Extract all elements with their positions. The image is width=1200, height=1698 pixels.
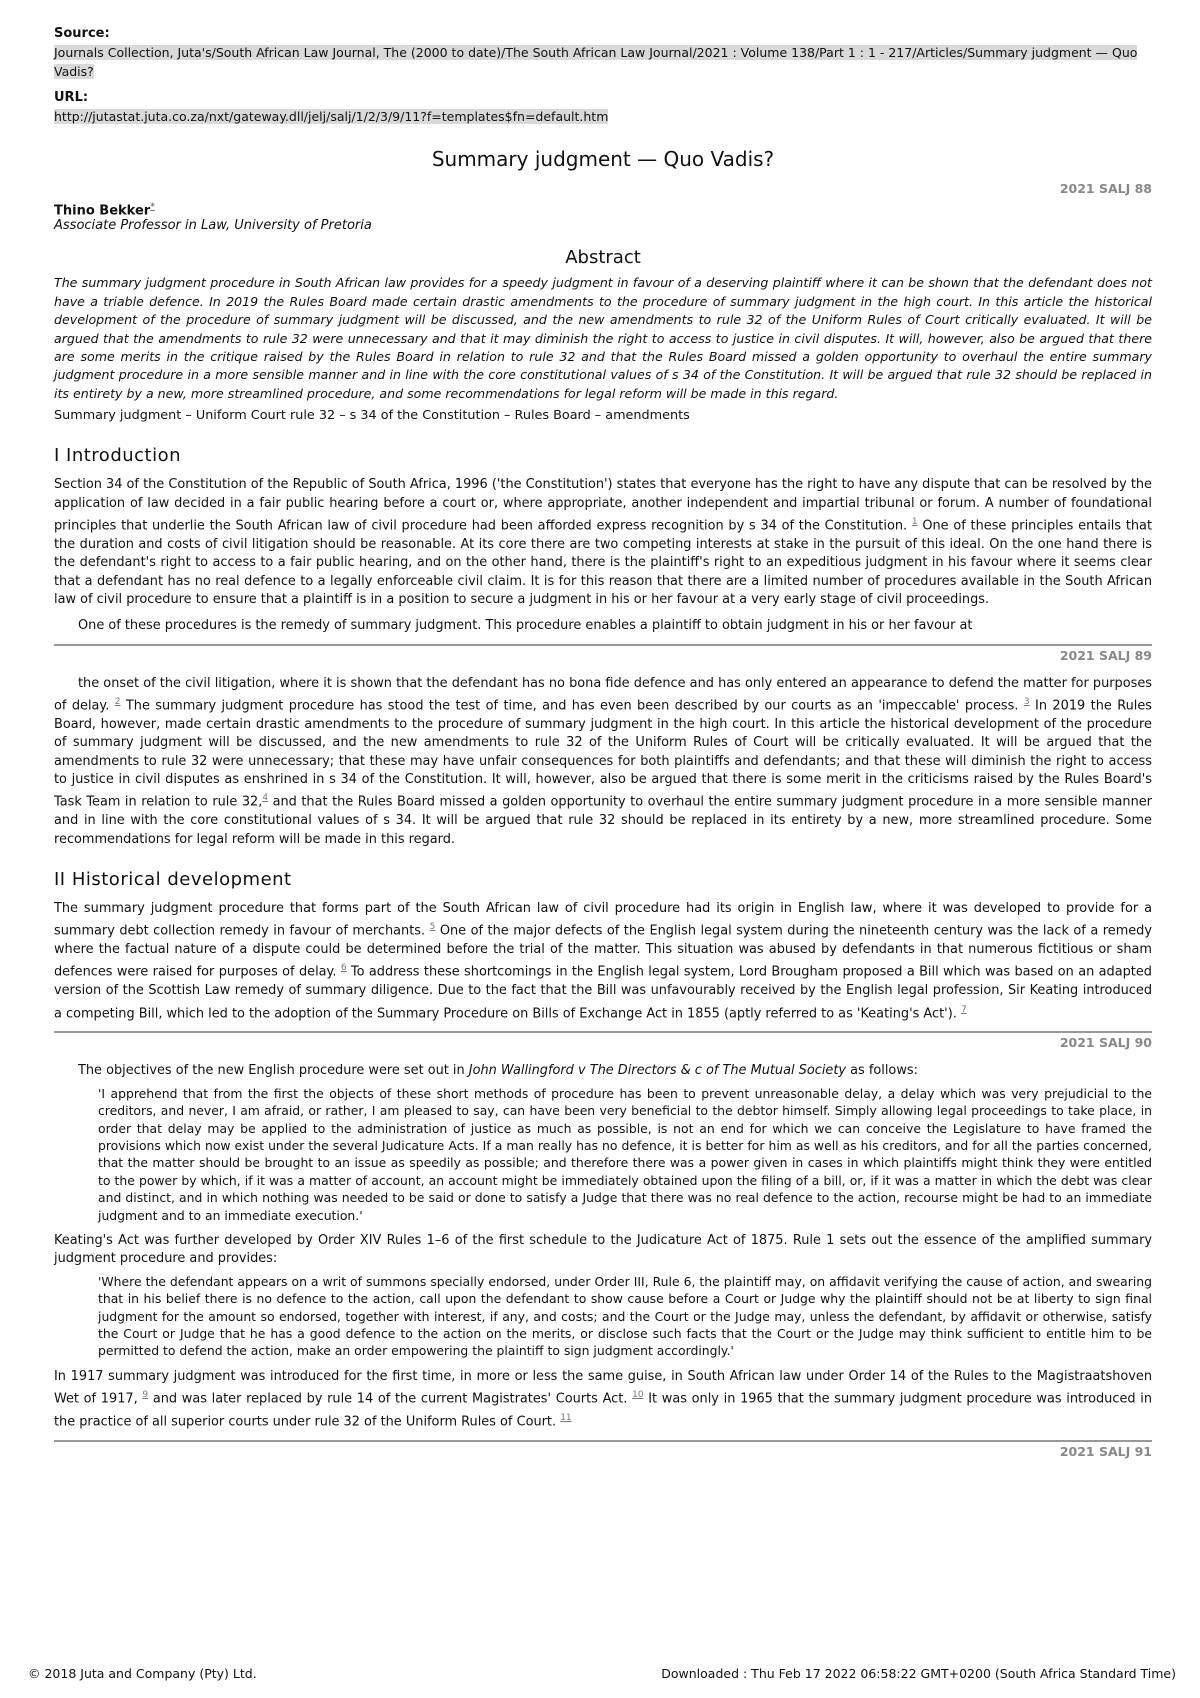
- abstract-text: The summary judgment procedure in South African law provides for a speedy judgment in favour of a deserving plaintiff where it can be shown that the defendant does not have a triable defence. In 2019 the Rules Board made certain drastic amendments to the procedure of summary judgment in the high court. In this article the historical development of the procedure of summary judgment will be discussed, and the new amendments to rule 32 of the Uniform Rules of Court critically evaluated. It will be argued that the amendments to rule 32 were unnecessary and that it may diminish the right to access to justice in civil disputes. It will, however, also be argued that there are some merits in the critique raised by the Rules Board in relation to rule 32 and that the Rules Board missed a golden opportunity to overhaul the entire summary judgment procedure in a more sensible manner and in line with the core constitutional values of s 34 of the Constitution. It will be argued that rule 32 should be replaced in its entirety by a new, more streamlined procedure, and some recommendations for legal reform will be made in this regard.: [54, 275, 1152, 401]
- page-divider: [54, 644, 1152, 646]
- case-name: John Wallingford v The Directors & c of The Mutual Society: [468, 1063, 847, 1079]
- footnote-link[interactable]: 5: [429, 922, 436, 933]
- footnote-link[interactable]: 1: [911, 516, 918, 527]
- paragraph: One of these procedures is the remedy of summary judgment. This procedure enables a plaintiff to obtain judgment in his or her favour at: [78, 618, 973, 634]
- author-affiliation: Associate Professor in Law, University of Pretoria: [54, 218, 372, 234]
- source-label: Source:: [54, 26, 110, 41]
- abstract-heading: Abstract: [565, 247, 641, 269]
- author-name-text: Thino Bekker: [54, 203, 151, 219]
- page-divider: [54, 1440, 1152, 1442]
- document-page: [54, 26, 1152, 1471]
- footnote-link[interactable]: 4: [262, 793, 269, 804]
- page-break: [54, 1031, 1152, 1050]
- page-marker: 2021 SALJ 89: [1059, 647, 1152, 663]
- author-name: [54, 202, 1152, 218]
- footnote-link[interactable]: 2: [114, 697, 121, 708]
- url-block: [54, 90, 1152, 125]
- source-block: [54, 26, 1152, 80]
- paragraph: The objectives of the new English procedure were set out in John Wallingford v The Directors & c of The Mutual Society as follows:: [78, 1063, 918, 1079]
- download-timestamp: Downloaded : Thu Feb 17 2022 06:58:22 GMT+0200 (South Africa Standard Time): [661, 1666, 1176, 1681]
- section-heading-introduction: I Introduction: [54, 445, 182, 467]
- page-marker: 2021 SALJ 91: [1059, 1443, 1152, 1459]
- paragraph: Keating's Act was further developed by Order XIV Rules 1–6 of the first schedule to the Judicature Act of 1875. Rule 1 sets out the essence of the amplified summary judgment procedure and provides:: [54, 1232, 1152, 1267]
- section-heading-historical-development: II Historical development: [54, 868, 292, 890]
- paragraph: The summary judgment procedure that forms part of the South African law of civil procedure had its origin in English law, where it was developed to provide for a summary debt collection remedy in favour of merchants. $^5$ One of the major defects of the English legal system during the nineteenth century was the lack of a remedy where the factual nature of a dispute could be determined before the trial of the matter. This situation was abused by defendants in that numerous fictitious or sham defences were raised for purposes of delay. $^6$ To address these shortcomings in the English legal system, Lord Brougham proposed a Bill which was based on an adapted version of the Scottish Law remedy of summary diligence. Due to the fact that the Bill was unfavourably received by the English legal profession, Sir Keating introduced a competing Bill, which led to the adoption of the Summary Procedure on Bills of Exchange Act in 1855 (aptly referred to as 'Keating's Act'). $^7$: [54, 900, 1152, 1021]
- article-title: Summary judgment — Quo Vadis?: [431, 147, 775, 171]
- block-quote: 'Where the defendant appears on a writ of summons specially endorsed, under Order III, Rule 6, the plaintiff may, on affidavit verifying the cause of action, and swearing that in his belief there is no defence to the action, call upon the defendant to show cause before a Court or Judge why the plaintiff should not be at liberty to sign final judgment for the amount so endorsed, together with interest, if any, and costs; and the Court or the Judge may, unless the defendant, by affidavit or otherwise, satisfy the Court or Judge that he has a good defence to the action on the merits, or disclose such facts that the Court or the Judge may think sufficient to entitle him to be permitted to defend the action, make an order empowering the plaintiff to sign judgment accordingly.': [98, 1273, 1152, 1359]
- block-quote: 'I apprehend that from the first the objects of these short methods of procedure has been to prevent unreasonable delay, a delay which was very prejudicial to the creditors, and never, I am afraid, or rather, I am pleased to say, can have been very beneficial to the debtor himself. Simply allowing legal proceedings to take place, in order that delay may be applied to the administration of justice as much as possible, is not an end for which we can conceive the Legislature to have framed the provisions which now exist under the several Judicature Acts. If a man really has no defence, it is better for him as well as his creditors, and for all the parties concerned, that the matter should be brought to an issue as speedily as possible; and therefore there was a power given in cases in which plaintiffs might think they were entitled to the power by which, if it was a matter of account, an account might be immediately obtained upon the filing of a bill, or, if it was a matter in which the debt was clear and distinct, and in which nothing was needed to be said or done to satisfy a Judge that there was no real defence to the action, recourse might be had to an immediate judgment and to an immediate execution.': [98, 1085, 1152, 1223]
- paragraph: Section 34 of the Constitution of the Republic of South Africa, 1996 ('the Constitution') states that everyone has the right to have any dispute that can be resolved by the application of law decided in a fair public hearing before a court or, where appropriate, another independent and impartial tribunal or forum. A number of foundational principles that underlie the South African law of civil procedure had been afforded express recognition by s 34 of the Constitution. $^1$ One of these principles entails that the duration and costs of civil litigation should be reasonable. At its core there are two competing interests at stake in the pursuit of this ideal. On the one hand there is the defendant's right to access to a fair public hearing, and on the other hand, there is the plaintiff's right to an expeditious judgment in his favour where it seems clear that a defendant has no real defence to a legally enforceable civil claim. It is for this reason that there are a limited number of procedures available in the South African law of civil procedure to ensure that a plaintiff is in a position to secure a judgment in his or her favour at a very early stage of civil proceedings.: [54, 477, 1153, 607]
- paragraph: In 1917 summary judgment was introduced for the first time, in more or less the same guise, in South African law under Order 14 of the Rules to the Magistraatshoven Wet of 1917, $^9$ and was later replaced by rule 14 of the current Magistrates' Courts Act. $^{10}$ It was only in 1965 that the summary judgment procedure was introduced in the practice of all superior courts under rule 32 of the Uniform Rules of Court. $^{11}$: [54, 1368, 1152, 1430]
- author-footnote-link[interactable]: *: [150, 202, 155, 212]
- page-divider: [54, 1031, 1152, 1033]
- url-label: URL:: [54, 90, 89, 105]
- page-marker: 2021 SALJ 90: [1059, 1035, 1152, 1051]
- copyright-text: © 2018 Juta and Company (Pty) Ltd.: [28, 1666, 257, 1681]
- footnote-link[interactable]: 6: [340, 963, 347, 974]
- page-break: [54, 1440, 1152, 1459]
- url-value[interactable]: http://jutastat.juta.co.za/nxt/gateway.dll/jelj/salj/1/2/3/9/11?f=templates$fn=default.htm: [54, 109, 609, 124]
- page-break: [54, 644, 1152, 663]
- source-value[interactable]: Journals Collection, Juta's/South African Law Journal, The (2000 to date)/The South African Law Journal/2021 : Volume 138/Part 1 : 1 - 217/Articles/Summary judgment — Quo Vadis?: [54, 45, 1138, 79]
- footnote-link[interactable]: 3: [1023, 697, 1030, 708]
- paragraph: the onset of the civil litigation, where it is shown that the defendant has no bona fide defence and has only entered an appearance to defend the matter for purposes of delay. $^2$ The summary judgment procedure has stood the test of time, and has even been described by our courts as an 'impeccable' process. $^3$ In 2019 the Rules Board, however, made certain drastic amendments to the procedure of summary judgment in the high court. In this article the historical development of the procedure of summary judgment will be discussed, and the new amendments to rule 32 of the Uniform Rules of Court will be critically evaluated. It will be argued that the amendments to rule 32 were unnecessary; that these may have unfair consequences for both plaintiffs and defendants; and that these will diminish the right to access to justice in civil disputes as enshrined in s 34 of the Constitution. It will, however, also be argued that there is some merit in the criticisms raised by the Rules Board's Task Team in relation to rule 32,$^4$ and that the Rules Board missed a golden opportunity to overhaul the entire summary judgment procedure in a more sensible manner and in line with the core constitutional values of s 34. It will be argued that rule 32 should be replaced in its entirety by a new, more streamlined procedure. Some recommendations for legal reform will be made in this regard.: [54, 675, 1152, 847]
- page-marker: 2021 SALJ 88: [1059, 181, 1152, 196]
- footnote-link[interactable]: 7: [960, 1004, 967, 1015]
- footnote-link[interactable]: 9: [142, 1390, 149, 1401]
- footnote-link[interactable]: 11: [560, 1412, 572, 1423]
- keywords: Summary judgment – Uniform Court rule 32 – s 34 of the Constitution – Rules Board – amendments: [54, 408, 690, 424]
- footnote-link[interactable]: 10: [632, 1390, 644, 1401]
